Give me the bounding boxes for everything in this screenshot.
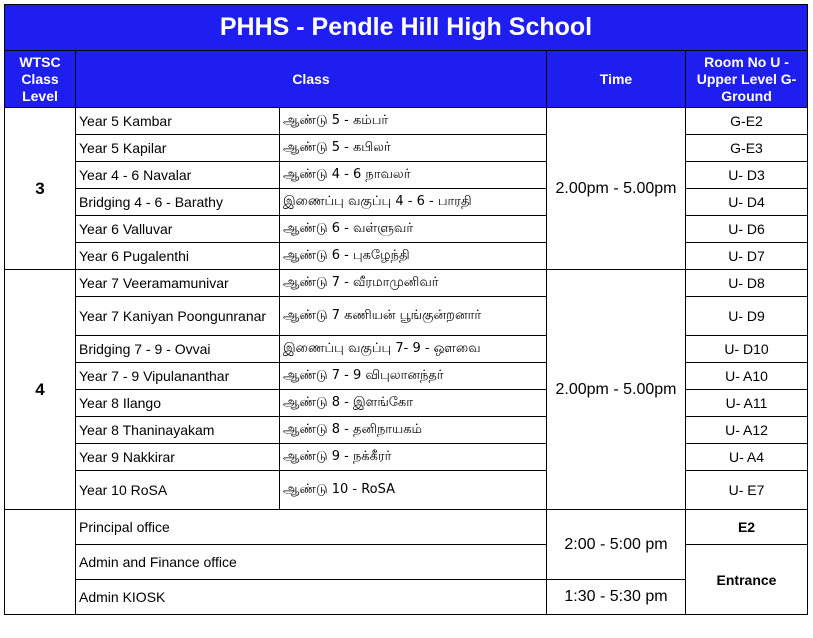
class-name-ta: ஆண்டு 8 - இளங்கோ xyxy=(280,390,547,417)
table-row xyxy=(5,417,808,444)
header-room: Room No U - Upper Level G- Ground xyxy=(686,51,808,108)
header-level: WTSC Class Level xyxy=(5,51,76,108)
office-admin-finance: Admin and Finance office xyxy=(76,545,547,580)
table-row xyxy=(5,108,808,135)
room-cell: U- A12 xyxy=(686,417,808,444)
class-name-ta: இணைப்பு வகுப்பு 7- 9 - ஔவை xyxy=(280,336,547,363)
table-row xyxy=(5,135,808,162)
kiosk-time-cell: 1:30 - 5:30 pm xyxy=(547,580,686,615)
room-cell: U- D7 xyxy=(686,243,808,270)
level-cell: 4 xyxy=(5,270,76,510)
class-name-en: Year 10 RoSA xyxy=(76,471,280,510)
class-name-ta: ஆண்டு 5 - கபிலர் xyxy=(280,135,547,162)
room-cell: G-E3 xyxy=(686,135,808,162)
class-name-ta: ஆண்டு 5 - கம்பர் xyxy=(280,108,547,135)
class-name-en: Year 7 Veeramamunivar xyxy=(76,270,280,297)
table-row xyxy=(5,297,808,336)
class-name-en: Year 5 Kapilar xyxy=(76,135,280,162)
table-row xyxy=(5,390,808,417)
timetable-sheet xyxy=(4,4,808,615)
table-row xyxy=(5,444,808,471)
class-name-ta: இணைப்பு வகுப்பு 4 - 6 - பாரதி xyxy=(280,189,547,216)
class-name-ta: ஆண்டு 8 - தனிநாயகம் xyxy=(280,417,547,444)
room-cell: U- D8 xyxy=(686,270,808,297)
table-row xyxy=(5,336,808,363)
level-cell: 3 xyxy=(5,108,76,270)
class-name-ta: ஆண்டு 4 - 6 நாவலர் xyxy=(280,162,547,189)
office-time-cell: 2:00 - 5:00 pm xyxy=(547,510,686,580)
class-name-en: Year 8 Thaninayakam xyxy=(76,417,280,444)
room-cell: U- D9 xyxy=(686,297,808,336)
room-cell: U- E7 xyxy=(686,471,808,510)
room-cell: U- D10 xyxy=(686,336,808,363)
class-name-ta: ஆண்டு 7 கணியன் பூங்குன்றனார் xyxy=(280,297,547,336)
table-row xyxy=(5,471,808,510)
table-row xyxy=(5,189,808,216)
principal-room-cell: E2 xyxy=(686,510,808,545)
class-name-en: Year 9 Nakkirar xyxy=(76,444,280,471)
table-row xyxy=(5,363,808,390)
class-name-en: Year 5 Kambar xyxy=(76,108,280,135)
class-name-en: Year 8 Ilango xyxy=(76,390,280,417)
header-class: Class xyxy=(76,51,547,108)
class-name-ta: ஆண்டு 9 - நக்கீரர் xyxy=(280,444,547,471)
class-name-en: Year 7 Kaniyan Poongunranar xyxy=(76,297,280,336)
class-name-ta: ஆண்டு 6 - வள்ளுவர் xyxy=(280,216,547,243)
class-name-en: Bridging 7 - 9 - Ovvai xyxy=(76,336,280,363)
class-name-en: Bridging 4 - 6 - Barathy xyxy=(76,189,280,216)
page-title: PHHS - Pendle Hill High School xyxy=(5,5,808,51)
table-row xyxy=(5,510,808,545)
room-cell: G-E2 xyxy=(686,108,808,135)
room-cell: U- A11 xyxy=(686,390,808,417)
class-name-en: Year 4 - 6 Navalar xyxy=(76,162,280,189)
class-name-ta: ஆண்டு 7 - 9 விபுலானந்தர் xyxy=(280,363,547,390)
room-cell: U- D4 xyxy=(686,189,808,216)
level-cell-empty xyxy=(5,510,76,615)
table-row xyxy=(5,545,808,580)
header-time: Time xyxy=(547,51,686,108)
table-row xyxy=(5,216,808,243)
class-name-ta: ஆண்டு 10 - RoSA xyxy=(280,471,547,510)
time-cell: 2.00pm - 5.00pm xyxy=(547,270,686,510)
office-kiosk: Admin KIOSK xyxy=(76,580,547,615)
room-cell: U- D3 xyxy=(686,162,808,189)
class-name-en: Year 7 - 9 Vipulananthar xyxy=(76,363,280,390)
class-timetable xyxy=(4,4,808,615)
entrance-room-cell: Entrance xyxy=(686,545,808,615)
office-principal: Principal office xyxy=(76,510,547,545)
class-name-en: Year 6 Pugalenthi xyxy=(76,243,280,270)
room-cell: U- D6 xyxy=(686,216,808,243)
class-name-ta: ஆண்டு 7 - வீரமாமுனிவர் xyxy=(280,270,547,297)
room-cell: U- A10 xyxy=(686,363,808,390)
table-row xyxy=(5,162,808,189)
time-cell: 2.00pm - 5.00pm xyxy=(547,108,686,270)
table-row xyxy=(5,270,808,297)
room-cell: U- A4 xyxy=(686,444,808,471)
table-row xyxy=(5,243,808,270)
class-name-en: Year 6 Valluvar xyxy=(76,216,280,243)
class-name-ta: ஆண்டு 6 - புகழேந்தி xyxy=(280,243,547,270)
